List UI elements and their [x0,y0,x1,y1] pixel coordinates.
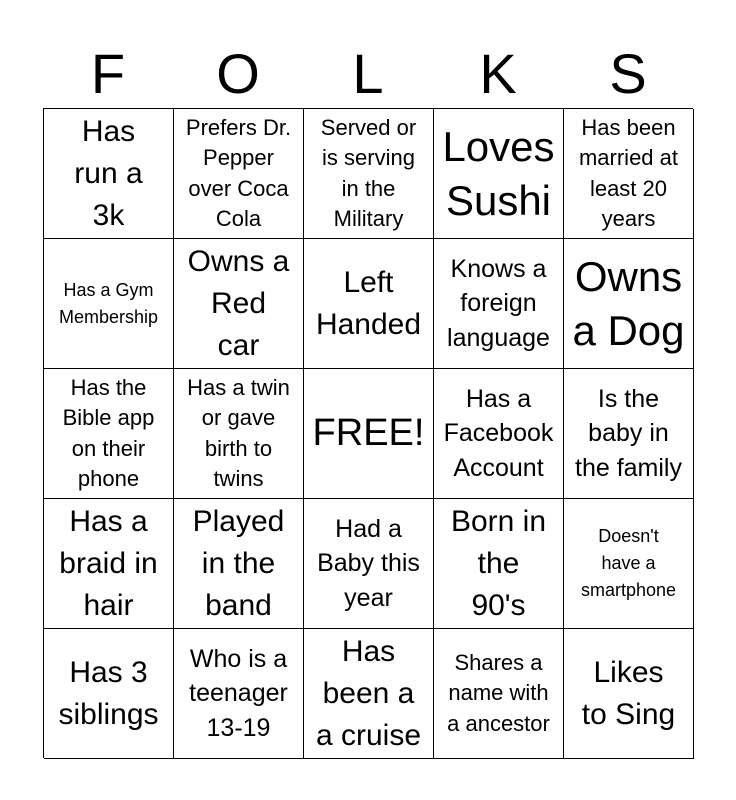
header-letter-o: O [216,42,260,105]
bingo-cell[interactable]: Owns a Dog [564,239,694,369]
header-letter-k: K [479,42,517,105]
bingo-cell[interactable]: Has a Facebook Account [434,369,564,499]
bingo-cell[interactable]: Served or is serving in the Military [304,109,434,239]
header-letter-f: F [90,42,126,105]
bingo-cell[interactable]: Doesn't have a smartphone [564,499,694,629]
header-letter-l: L [352,42,384,105]
header-letter-s: S [609,42,647,105]
bingo-cell[interactable]: Who is a teenager 13-19 [174,629,304,759]
bingo-header [43,40,693,108]
bingo-cell[interactable]: Has the Bible app on their phone [44,369,174,499]
free-space-cell[interactable]: FREE! [304,369,434,499]
bingo-cell[interactable]: Knows a foreign language [434,239,564,369]
bingo-cell[interactable]: Has a braid in hair [44,499,174,629]
bingo-cell[interactable]: Born in the 90's [434,499,564,629]
bingo-cell[interactable]: Has a twin or gave birth to twins [174,369,304,499]
bingo-cell[interactable]: Has a Gym Membership [44,239,174,369]
bingo-cell[interactable]: Is the baby in the family [564,369,694,499]
bingo-cell[interactable]: Left Handed [304,239,434,369]
bingo-cell[interactable]: Has run a 3k [44,109,174,239]
bingo-cell[interactable]: Likes to Sing [564,629,694,759]
bingo-cell[interactable]: Owns a Red car [174,239,304,369]
bingo-cell[interactable]: Played in the band [174,499,304,629]
bingo-cell[interactable]: Had a Baby this year [304,499,434,629]
bingo-cell[interactable]: Has been a a cruise [304,629,434,759]
bingo-cell[interactable]: Has been married at least 20 years [564,109,694,239]
bingo-cell[interactable]: Loves Sushi [434,109,564,239]
bingo-cell[interactable]: Has 3 siblings [44,629,174,759]
bingo-cell[interactable]: Shares a name with a ancestor [434,629,564,759]
bingo-grid [43,108,693,758]
bingo-cell[interactable]: Prefers Dr. Pepper over Coca Cola [174,109,304,239]
